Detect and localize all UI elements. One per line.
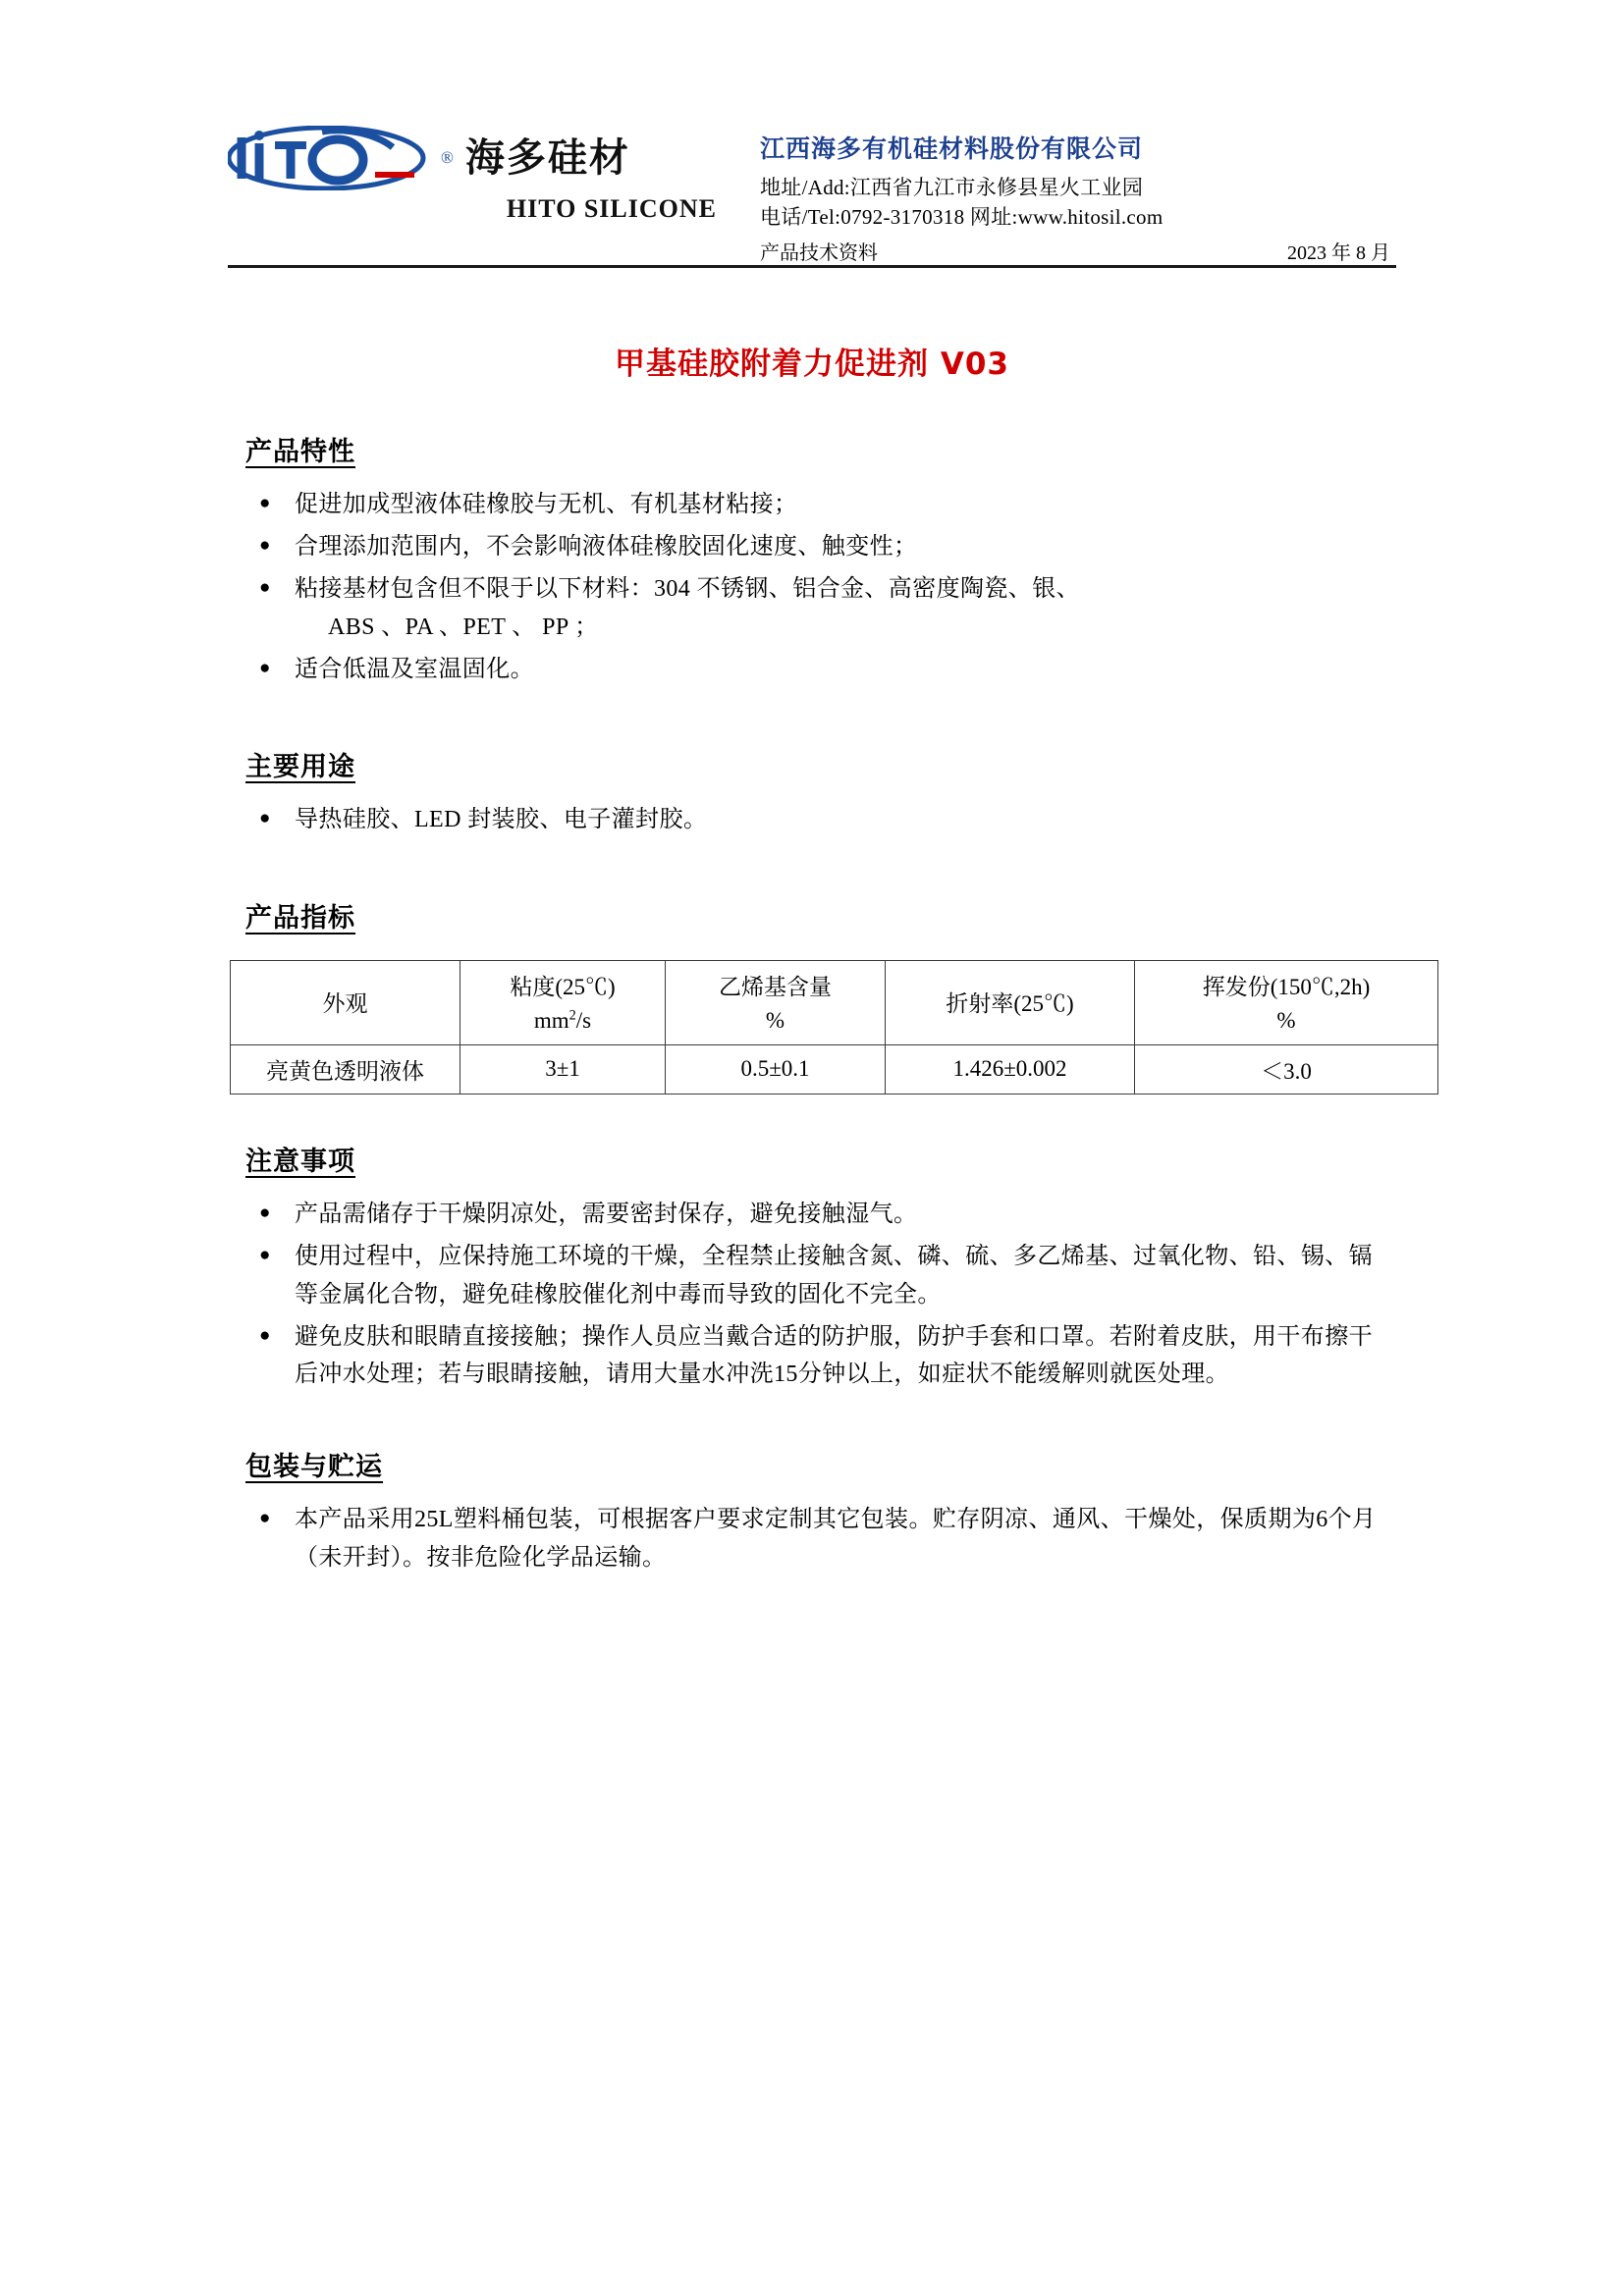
company-contact: 电话/Tel:0792-3170318 网址:www.hitosil.com	[760, 205, 1164, 230]
section-specs	[228, 896, 1396, 1095]
hito-logo-icon	[228, 126, 439, 190]
registered-mark: ®	[441, 148, 454, 167]
list-item: ● 促进加成型液体硅橡胶与无机、有机基材粘接；	[255, 486, 1396, 524]
section-heading-uses: 主要用途	[245, 752, 355, 783]
document-kind: 产品技术资料	[760, 241, 878, 264]
list-item: ● 合理添加范围内，不会影响液体硅橡胶固化速度、触变性；	[255, 528, 1396, 566]
table-header-row	[231, 961, 1438, 1045]
logo-block	[228, 116, 719, 224]
list-item-text-continued: ABS 、PA 、PET 、 PP ；	[328, 614, 599, 640]
table-header-cell-refractive: 折射率(25℃)	[886, 961, 1135, 1045]
list-item	[255, 570, 1396, 647]
table-cell-vinyl: 0.5±0.1	[666, 1044, 886, 1094]
table-row	[231, 1044, 1438, 1094]
page-title: 甲基硅胶附着力促进剂 V03	[615, 347, 1009, 382]
list-item: ● 避免皮肤和眼睛直接接触；操作人员应当戴合适的防护服，防护手套和口罩。若附着皮肤，用干布擦干后冲水处理；若与眼睛接触，请用大量水冲洗15分钟以上，如症状不能缓解则就医处理。	[255, 1318, 1396, 1395]
uses-list	[228, 801, 1396, 839]
list-item: ● 导热硅胶、LED 封装胶、电子灌封胶。	[255, 801, 1396, 839]
section-uses	[228, 745, 1396, 839]
notes-list	[228, 1196, 1396, 1394]
features-list	[228, 486, 1396, 688]
table-cell-volatile: ＜3.0	[1135, 1044, 1438, 1094]
table-cell-viscosity: 3±1	[460, 1044, 666, 1094]
table-header-line2: %	[1276, 1007, 1296, 1033]
table-cell-refractive: 1.426±0.002	[886, 1044, 1135, 1094]
header-footer-row	[760, 237, 1396, 265]
document-date: 2023 年 8 月	[1287, 241, 1390, 264]
table-header-line2: %	[765, 1007, 785, 1033]
table-header-line1: 粘度(25℃)	[510, 975, 616, 1000]
table-header-line2: $mm^2/s$	[533, 1006, 592, 1033]
table-header-cell-vinyl	[666, 961, 886, 1045]
company-block	[719, 116, 1396, 265]
company-name: 江西海多有机硅材料股份有限公司	[760, 134, 1144, 163]
spec-table	[230, 960, 1438, 1095]
document-header	[228, 116, 1396, 263]
section-features	[228, 430, 1396, 688]
list-item: ● 适合低温及室温固化。	[255, 651, 1396, 689]
list-item: ● 本产品采用25L塑料桶包装，可根据客户要求定制其它包装。贮存阴凉、通风、干燥处，保质期为6个月（未开封）。按非危险化学品运输。	[255, 1501, 1396, 1577]
table-header-line1: 挥发份(150℃,2h)	[1202, 975, 1371, 1000]
section-notes	[228, 1140, 1396, 1394]
list-item: ● 使用过程中，应保持施工环境的干燥，全程禁止接触含氮、磷、硫、多乙烯基、过氧化物、铅、锡、镉等金属化合物，避免硅橡胶催化剂中毒而导致的固化不完全。	[255, 1238, 1396, 1314]
table-header-cell-viscosity	[460, 961, 666, 1045]
table-header-cell-volatile	[1135, 961, 1438, 1045]
table-header-cell-appearance: 外观	[231, 961, 460, 1045]
packaging-list	[228, 1501, 1396, 1577]
table-header-line1: 乙烯基含量	[719, 975, 832, 1000]
section-heading-notes: 注意事项	[245, 1146, 355, 1177]
header-rule	[228, 265, 1396, 268]
section-heading-packaging: 包装与贮运	[245, 1452, 383, 1483]
table-cell-appearance: 亮黄色透明液体	[231, 1044, 460, 1094]
logo-row	[228, 126, 719, 190]
document-content	[228, 116, 1396, 1581]
logo-brand-en: HITO SILICONE	[506, 194, 717, 223]
list-item-text: 粘接基材包含但不限于以下材料：304 不锈钢、铝合金、高密度陶瓷、银、	[295, 575, 1080, 602]
company-address: 地址/Add:江西省九江市永修县星火工业园	[760, 176, 1144, 199]
list-item: ● 产品需储存于干燥阴凉处，需要密封保存，避免接触湿气。	[255, 1196, 1396, 1234]
section-heading-specs: 产品指标	[245, 903, 355, 934]
section-heading-features: 产品特性	[245, 437, 355, 467]
section-packaging	[228, 1445, 1396, 1577]
logo-brand-cn: 海多硅材	[464, 135, 630, 181]
